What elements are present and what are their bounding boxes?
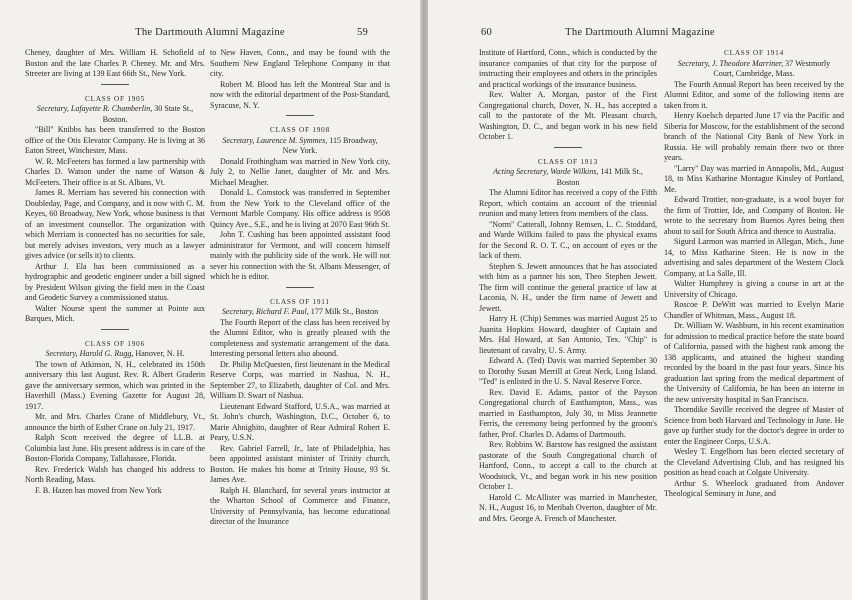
secretary-label: Secretary, Richard F. Paul, bbox=[221, 307, 309, 316]
paragraph: Lieutenant Edward Stafford, U.S.A., was married at St. John's church, Washington, D.C., October 6, to Marie Ahnighito, daughter of Rear Admiral Robert E. Peary, U.S.N. bbox=[210, 401, 390, 442]
secretary-label: Secretary, Harold G. Rugg, bbox=[45, 349, 134, 358]
left-column-b bbox=[210, 48, 390, 528]
right-page-header bbox=[428, 27, 852, 41]
right-page bbox=[428, 0, 852, 600]
class-heading: CLASS OF 1913 bbox=[538, 157, 598, 166]
paragraph: "Bill" Knibbs has been transferred to the Boston office of the Otis Elevator Company. He is living at 36 Eaton Street, Winchester, Mass. bbox=[25, 125, 205, 155]
paragraph: "Larry" Day was married in Annapolis, Md., August 18, to Miss Katharine Montague Kinsley of Portland, Me. bbox=[664, 163, 844, 194]
book-gutter bbox=[420, 0, 428, 600]
secretary-address: 115 Broadway, New York. bbox=[282, 135, 378, 155]
paragraph: The Fourth Report of the class has been received by the Alumni Editor, who is greatly pleased with the completeness and systematic arrangement of the data. Interesting personal letters also abound. bbox=[210, 317, 390, 358]
paragraph: Harold C. McAllister was married in Manchester, N. H., August 16, to Meribah Overton, daughter of Mr. and Mrs. George A. French of Manchester. bbox=[479, 492, 657, 523]
paragraph: Harry H. (Chip) Semmes was married August 25 to Juanita Hopkins Howard, daughter of Captain and Mrs. Hal Howard, at San Antonio, Tex. "Chip" is lieutenant of cavalry, U. S. Army. bbox=[479, 314, 657, 355]
class-secretary bbox=[664, 59, 844, 80]
divider bbox=[286, 287, 314, 288]
divider bbox=[554, 147, 582, 148]
class-heading: CLASS OF 1905 bbox=[85, 94, 145, 103]
class-heading: CLASS OF 1908 bbox=[270, 126, 330, 134]
class-secretary bbox=[25, 104, 205, 125]
paragraph: The Fourth Annual Report has been received by the Alumni Editor, and some of the following items are taken from it. bbox=[664, 79, 844, 110]
secretary-label: Secretary, Laurence M. Symmes, bbox=[222, 135, 328, 145]
paragraph: Rev. Frederick Walsh has changed his address to North Reading, Mass. bbox=[25, 464, 205, 484]
secretary-address: 177 Milk St., Boston bbox=[310, 307, 379, 316]
paragraph: Ralph H. Blanchard, for several years instructor at the Wharton School of Commerce and Finance, University of Pennsylvania, has become educational director of the Insurance bbox=[210, 485, 390, 526]
paragraph: Edward A. (Ted) Davis was married September 30 to Dorothy Susan Merrill at Great Neck, Long Island. "Ted" is enlisted in the U. S. Naval Reserve Force. bbox=[479, 356, 657, 386]
paragraph: John T. Cushing has been appointed assistant food administrator for Vermont, and will concern himself mainly with the publicity side of the work. He will not sever his connection with the St. Albans Messenger, of which he is editor. bbox=[210, 230, 390, 281]
left-page bbox=[0, 0, 420, 600]
class-heading: CLASS OF 1911 bbox=[270, 297, 330, 306]
left-page-header bbox=[0, 27, 420, 41]
paragraph: Roscoe P. DeWitt was married to Evelyn Marie Chandler of Whitman, Mass., August 18. bbox=[664, 300, 844, 320]
paragraph: Rev. David E. Adams, pastor of the Payson Congregational church of Easthampton, Mass., was married in Easthampton, July 30, to Miss Jeannette Ferris, the ceremony being performed by the groom's father, Prof. Charles D. Adams of Dartmouth. bbox=[479, 387, 657, 439]
paragraph: Donald Frothingham was married in New York city, July 2, to Nellie Janet, daughter of Mr. and Mrs. Michael Meagher. bbox=[210, 156, 390, 187]
paragraph: Cheney, daughter of Mrs. William H. Schofield of Boston and the late Charles P. Cheney. Mr. and Mrs. Streeter are living at 139 East 66th St., New York. bbox=[25, 48, 205, 78]
paragraph: Walter Nourse spent the summer at Pointe aux Barques, Mich. bbox=[25, 303, 205, 323]
paragraph: The Alumni Editor has received a copy of the Fifth Report, which contains an account of the triennial reunion and many letters from members of the class. bbox=[479, 188, 657, 218]
secretary-address: 141 Milk St., Boston bbox=[556, 167, 643, 187]
paragraph: Thorndike Saville received the degree of Master of Science from both Harvard and Technology in June. He gave up further study for the doctor's degree in order to enter the Engineer Corps, U.S.A. bbox=[664, 405, 844, 446]
paragraph: "Norm" Catterall, Johnny Remsen, L. C. Stoddard, and Warde Wilkins failed to pass the physical exams for the Second R. O. T. C., on account of eyes or the lack of them. bbox=[479, 219, 657, 260]
paragraph: Rev. Walter A. Morgan, pastor of the First Congregational church, Dover, N. H., has accepted a call to the pastorate of the Mt. Pleasant church, Washington, D. C., and began work in his new field October 1. bbox=[479, 90, 657, 141]
class-secretary bbox=[210, 307, 390, 318]
right-column-b bbox=[664, 48, 844, 500]
paragraph: F. B. Hazen has moved from New York bbox=[35, 485, 162, 495]
paragraph: Henry Koelsch departed June 17 via the Pacific and Siberia for Moscow, for the establishment of the second branch of the National City Bank of New York in Russia. He will probably remain there two or three years. bbox=[664, 111, 844, 162]
class-heading: CLASS OF 1906 bbox=[85, 339, 145, 348]
paragraph: The town of Atkinson, N. H., celebrated its 150th anniversary this last August. Rev. R. Albert Graderin gave the anniversary sermon, which was printed in the Haverhill (Mass.) Evening Gazette for August 28, 1917. bbox=[25, 359, 205, 411]
secretary-label: Secretary, Lafayette R. Chamberlin, bbox=[36, 104, 153, 113]
class-secretary bbox=[479, 167, 657, 188]
paragraph: Mr. and Mrs. Charles Crane of Middlebury, Vt., announce the birth of Esther Crane on July 21, 1917. bbox=[25, 412, 205, 432]
secretary-address: 30 State St., Boston. bbox=[102, 104, 194, 124]
class-secretary bbox=[210, 136, 390, 157]
divider bbox=[101, 329, 129, 330]
paragraph: Dr. William W. Washburn, in his recent examination for admission to medical practice before the state board of California, passed with the highest rank among the 138 applicants, and attained the highest standing recorded by the board in the past four years. Since his graduation last spring from the medical department of the University of California, he has been an interne in the new university hospital in San Francisco. bbox=[664, 321, 844, 404]
page-number: 60 bbox=[481, 27, 492, 38]
paragraph: Sigurd Larmon was married in Allegan, Mich., June 14, to Miss Katharine Steen. He is now in the advertising and sales department of the Western Clock Company, at La Salle, Ill. bbox=[664, 237, 844, 278]
paragraph: Stephen S. Jewett announces that he has associated with him as a partner his son, Theo Stephen Jewett. The firm will continue the general practice of law at Laconia, N. H., under the firm name of Jewett and Jewett. bbox=[479, 261, 657, 313]
paragraph: Dr. Philip McQuesten, first lieutenant in the Medical Reserve Corps, was married in Nashua, N. H., September 27, to Elizabeth, daughter of Col. and Mrs. William D. Swart of Nashua. bbox=[210, 359, 390, 400]
paragraph: Walter Humphrey is giving a course in art at the University of Chicago. bbox=[664, 279, 844, 299]
paragraph: Donald L. Comstock was transferred in September from the New York to the Cleveland office of the Vermont Marble Company. His office address is 9508 Quincy Ave., S.E., and he is living at 2070 East 96th St. bbox=[210, 188, 390, 229]
paragraph: Arthur J. Ela has been commissioned as a hydrographic and geodetic engineer under a bill signed by President Wilson giving the field men in the Coast and Geodetic Survey a commissioned status. bbox=[25, 261, 205, 302]
left-column-a bbox=[25, 48, 205, 496]
paragraph: Rev. Robbins W. Barstow has resigned the assistant pastorate of the South Congregational church of Hartford, Conn., to accept a call to the church at Woodstock, Vt., and began work in his new position October 1. bbox=[479, 440, 657, 491]
right-column-a bbox=[479, 48, 657, 524]
divider bbox=[101, 84, 129, 85]
secretary-address: 37 Westmorly Court, Cambridge, Mass. bbox=[713, 58, 831, 78]
paragraph: James R. Merriam has severed his connection with Doubleday, Page, and Company, and is now with C. M. Keyes, 60 Broadway, New York, whose business is that of an investment counsellor. The organization with which Merriam is connected has no securities for sale, but merely advises investors, very much as a lawyer gives advice (or sells it) to clients. bbox=[25, 188, 205, 260]
page-number: 59 bbox=[357, 27, 368, 38]
secretary-label: Secretary, J. Theodore Marriner, bbox=[677, 58, 784, 68]
paragraph: W. R. McFeeters has formed a law partnership with Charles D. Watson under the name of Watson & McFeeters. Their office is at St. Albans, Vt. bbox=[25, 156, 205, 187]
paragraph: Arthur S. Wheelock graduated from Andover Theological Seminary in June, and bbox=[664, 478, 844, 498]
paragraph: Ralph Scott received the degree of LL.B. at Columbia last June. His present address is in care of the Boston-Florida Company, Tallahassee, Florida. bbox=[25, 433, 205, 463]
secretary-label: Acting Secretary, Warde Wilkins, bbox=[493, 167, 599, 176]
divider bbox=[286, 115, 314, 116]
paragraph: Robert M. Blood has left the Montreal Star and is now with the editorial department of the Post-Standard, Syracuse, N. Y. bbox=[210, 79, 390, 110]
magazine-title: The Dartmouth Alumni Magazine bbox=[565, 27, 715, 38]
paragraph: Edward Trottier, non-graduate, is a wool buyer for the firm of Trottier, Ide, and Company of Boston. He wrote to the secretary from Buenos Ayres being then about to sail for South Africa and thence to Australia. bbox=[664, 195, 844, 236]
class-heading: CLASS OF 1914 bbox=[724, 49, 784, 57]
paragraph: to New Haven, Conn., and may be found with the Southern New England Telephone Company in that city. bbox=[210, 48, 390, 78]
paragraph: Wesley T. Engelhorn has been elected secretary of the Cleveland Advertising Club, and has resigned his position as head coach at Colgate University. bbox=[664, 447, 844, 477]
secretary-address: Hanover, N. H. bbox=[135, 349, 185, 358]
class-secretary bbox=[25, 349, 205, 360]
magazine-title: The Dartmouth Alumni Magazine bbox=[135, 27, 285, 38]
paragraph: Institute of Hartford, Conn., which is conducted by the insurance companies of that city for the purpose of instructing their employees and others in the principles and practical workings of the insurance business. bbox=[479, 48, 657, 89]
paragraph: Rev. Gabriel Farrell, Jr., late of Philadelphia, has been appointed assistant minister of Trinity church, Boston. He makes his home at Trinity House, 93 St. James Ave. bbox=[210, 443, 390, 484]
